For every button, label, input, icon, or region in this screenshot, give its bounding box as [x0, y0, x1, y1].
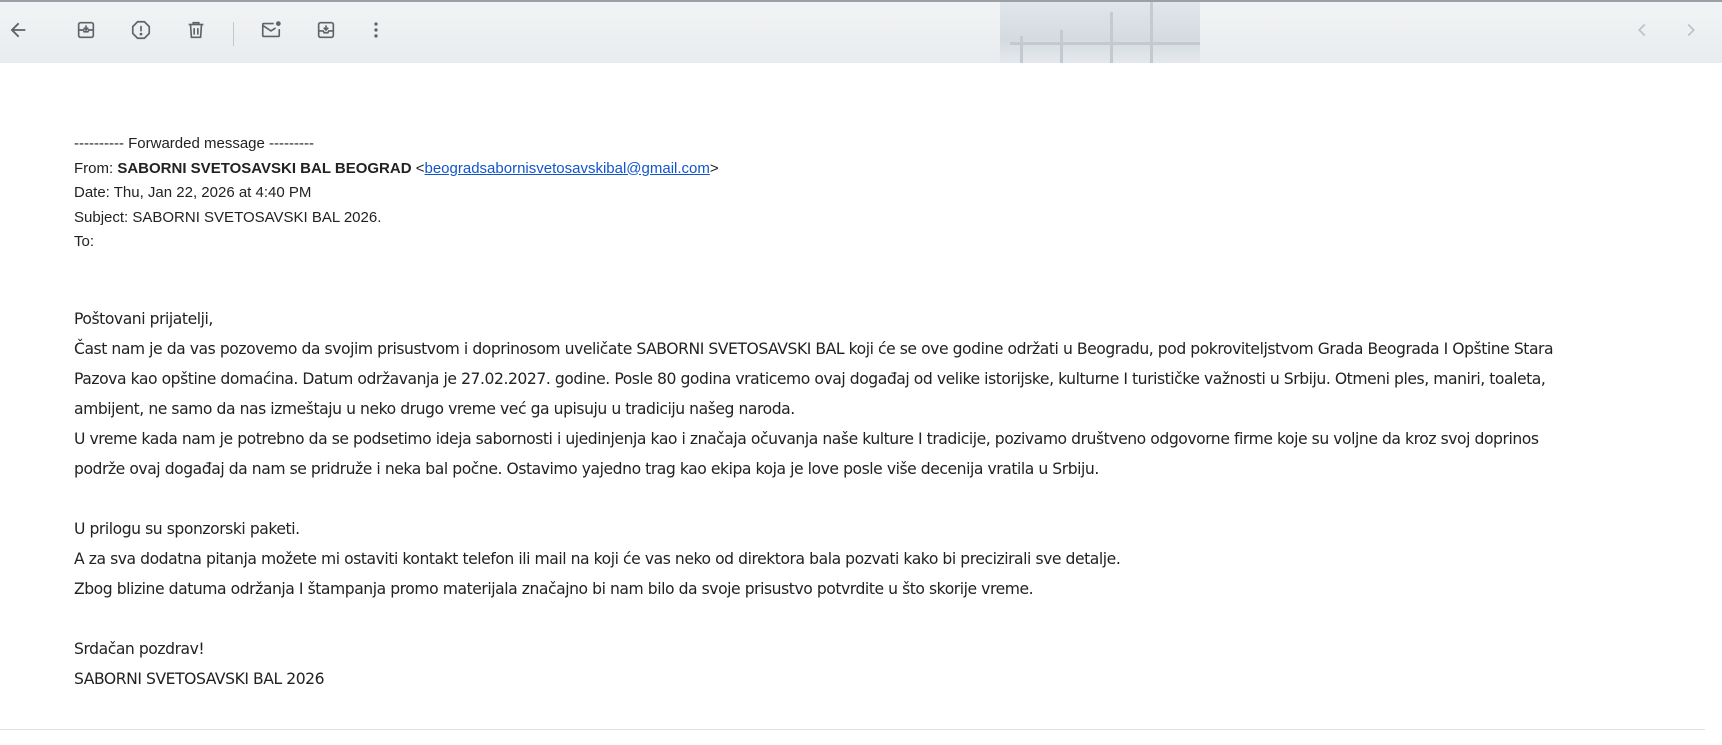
- back-button[interactable]: [0, 14, 36, 50]
- sender-name: SABORNI SVETOSAVSKI BAL BEOGRAD: [117, 159, 412, 177]
- paragraph-1-line-3: ambijent, ne samo da nas izmeštaju u neko drugo vreme već ga upisuju u tradiciju našeg naroda.: [74, 400, 795, 418]
- message-toolbar: [0, 0, 1722, 63]
- paragraph-2-line-2: podrže ovaj događaj da nam se pridruže i neka bal počne. Ostavimo yajedno trag kao ekipa koja je love posle više decenija vratila u Srbiju.: [74, 460, 1099, 478]
- closing: Srdačan pozdrav!: [74, 640, 205, 658]
- forward-date-line: Date: Thu, Jan 22, 2026 at 4:40 PM: [74, 184, 312, 201]
- move-to-button[interactable]: [308, 14, 344, 50]
- forward-to-line: To:: [74, 233, 95, 250]
- mark-unread-button[interactable]: [253, 14, 289, 50]
- toolbar-divider: [233, 22, 234, 46]
- email-open-bracket: <: [411, 159, 425, 177]
- paragraph-1-line-2: Pazova kao opštine domaćina. Datum održavanja je 27.02.2027. godine. Posle 80 godina vraticemo ovaj događaj od velike istorijske, kulturne I turističke važnosti u Srbiju. Otmeni ples, maniri, toaleta,: [74, 370, 1546, 388]
- paragraph-gap: [74, 604, 1694, 634]
- older-message-button[interactable]: [1673, 14, 1709, 50]
- chevron-right-icon: [1680, 19, 1702, 46]
- forwarded-message-header: [74, 132, 1684, 255]
- mark-unread-icon: [260, 19, 282, 46]
- forward-from-line: [74, 157, 1684, 182]
- forward-subject-line: Subject: SABORNI SVETOSAVSKI BAL 2026.: [74, 208, 382, 226]
- trash-icon: [185, 19, 207, 46]
- archive-icon: [75, 19, 97, 46]
- sender-email-link[interactable]: beogradsabornisvetosavskibal@gmail.com: [424, 159, 710, 177]
- greeting: Poštovani prijatelji,: [74, 310, 213, 328]
- arrow-left-icon: [7, 19, 29, 46]
- message-body: [74, 304, 1694, 694]
- move-to-icon: [315, 19, 337, 46]
- signature: SABORNI SVETOSAVSKI BAL 2026: [74, 670, 325, 688]
- paragraph-attachments: U prilogu su sponzorski paketi.: [74, 520, 300, 538]
- paragraph-2-line-1: U vreme kada nam je potrebno da se podsetimo ideja sabornosti i ujedinjenja kao i značaja očuvanja naše kulture I tradicije, pozivamo društveno odgovorne firme koje su voljne da kroz svoj doprinos: [74, 430, 1539, 448]
- more-options-button[interactable]: [358, 14, 394, 50]
- forward-divider-line: ---------- Forwarded message ---------: [74, 135, 314, 152]
- report-spam-button[interactable]: [123, 14, 159, 50]
- paragraph-questions: A za sva dodatna pitanja možete mi ostaviti kontakt telefon ili mail na koji će vas neko od direktora bala pozvati kako bi precizirali sve detalje.: [74, 550, 1121, 568]
- delete-button[interactable]: [178, 14, 214, 50]
- paragraph-deadline: Zbog blizine datuma održanja I štampanja promo materijala značajno bi nam bilo da svoje prisustvo potvrdite u što skorije vreme.: [74, 580, 1034, 598]
- theme-background-image: [1000, 2, 1200, 63]
- paragraph-gap: [74, 484, 1694, 514]
- newer-message-button[interactable]: [1624, 14, 1660, 50]
- report-spam-icon: [130, 19, 152, 46]
- more-vert-icon: [365, 19, 387, 46]
- from-label: From:: [74, 159, 118, 177]
- paragraph-1-line-1: Čast nam je da vas pozovemo da svojim prisustvom i doprinosom uveličate SABORNI SVETOSAVSKI BAL koji će se ove godine održati u Beogradu, pod pokroviteljstvom Grada Beograda I Opštine Stara: [74, 340, 1554, 358]
- email-close-bracket: >: [709, 159, 719, 177]
- chevron-left-icon: [1631, 19, 1653, 46]
- message-divider: [0, 729, 1705, 730]
- archive-button[interactable]: [68, 14, 104, 50]
